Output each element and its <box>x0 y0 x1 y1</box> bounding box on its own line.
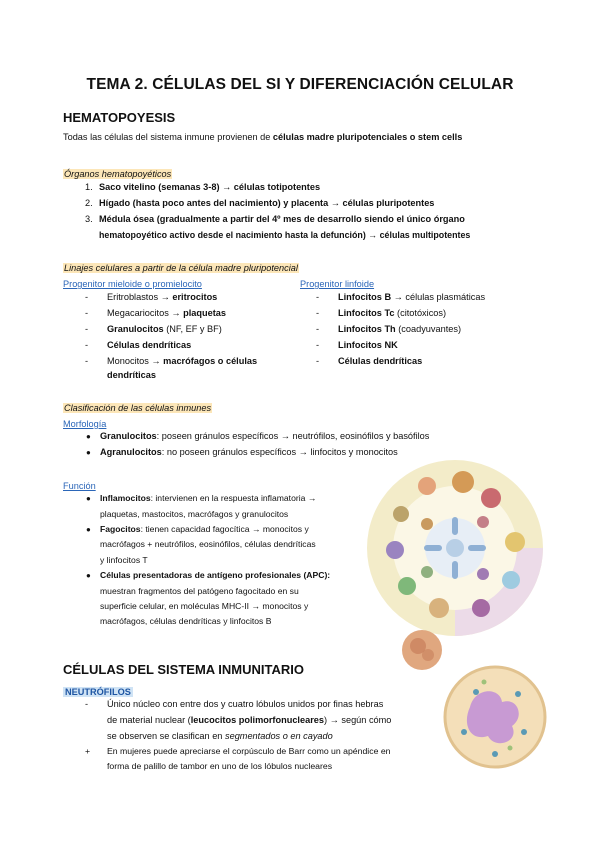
list-item: - Linfocitos B → células plasmáticas <box>316 292 486 302</box>
list-item: - Células dendríticas <box>316 356 423 366</box>
granule <box>515 691 521 697</box>
list-item-continuation: macrófagos + neutrófilos, eosinófilos, células dendríticas <box>100 539 316 549</box>
list-item-continuation: y linfocitos T <box>100 555 148 565</box>
list-item: ● Células presentadoras de antígeno profesionales (APC): <box>86 570 331 580</box>
granule <box>473 689 479 695</box>
list-item-continuation: macrófagos, células dendríticas y linfocitos B <box>100 616 272 626</box>
cell-lineage-diagram <box>365 458 545 638</box>
neutrophil-micrograph <box>400 628 445 673</box>
neutrophil-diagram <box>440 662 550 772</box>
list-item: - Único núcleo con entre dos y cuatro lóbulos unidos por finas hebras <box>85 699 384 709</box>
organos-heading: Órganos hematopoyéticos <box>64 169 172 179</box>
cell-icon <box>421 518 433 530</box>
cell-icon <box>477 568 489 580</box>
list-item: - Linfocitos Th (coadyuvantes) <box>316 324 462 334</box>
cell-icon <box>481 488 501 508</box>
list-item-continuation: hematopoyético activo desde el nacimiento hasta la defunción) → células multipotentes <box>99 230 471 240</box>
list-item: ● Fagocitos: tienen capacidad fagocítica → monocitos y <box>86 524 309 534</box>
list-item: ● Agranulocitos: no poseen gránulos específicos → linfocitos y monocitos <box>86 447 398 457</box>
list-item-continuation: plaquetas, mastocitos, macrófagos y granulocitos <box>100 509 289 519</box>
list-item-continuation: superficie celular, en moléculas MHC-II → monocitos y <box>100 601 309 611</box>
cell-icon <box>393 506 409 522</box>
morfologia-heading: Morfología <box>63 419 107 429</box>
list-item: ● Inflamocitos: intervienen en la respuesta inflamatoria → <box>86 493 317 503</box>
cell-icon <box>398 577 416 595</box>
list-item: - Linfocitos NK <box>316 340 398 350</box>
cell-icon <box>477 516 489 528</box>
list-item: - Megacariocitos → plaquetas <box>85 308 226 318</box>
list-item: - Eritroblastos → eritrocitos <box>85 292 218 302</box>
list-item-continuation: forma de palillo de tambor en uno de los lóbulos nucleares <box>107 761 333 771</box>
cell-icon <box>421 566 433 578</box>
granule <box>461 729 467 735</box>
cell-icon <box>452 471 474 493</box>
section-heading-inmunitario: CÉLULAS DEL SISTEMA INMUNITARIO <box>63 662 304 677</box>
clasificacion-heading: Clasificación de las células inmunes <box>64 403 212 413</box>
cell-icon <box>472 599 490 617</box>
linajes-heading: Linajes celulares a partir de la célula madre pluripotencial <box>64 263 298 273</box>
mieloide-heading: Progenitor mieloide o promielocito <box>63 279 202 289</box>
cell-icon <box>418 477 436 495</box>
list-item: + En mujeres puede apreciarse el corpúsculo de Barr como un apéndice en <box>85 746 391 756</box>
granule <box>521 729 527 735</box>
cell-icon <box>505 532 525 552</box>
list-item-continuation: muestran fragmentos del patógeno fagocitado en su <box>100 586 299 596</box>
funcion-heading: Función <box>63 481 96 491</box>
list-item: 2. Hígado (hasta poco antes del nacimiento) y placenta → células pluripotentes <box>85 198 435 208</box>
list-item: - Células dendríticas <box>85 340 192 350</box>
page-title: TEMA 2. CÉLULAS DEL SI Y DIFERENCIACIÓN CELULAR <box>86 76 514 93</box>
list-item: 3. Médula ósea (gradualmente a partir del 4º mes de desarrollo siendo el único órgano <box>85 214 465 224</box>
cell-icon <box>502 571 520 589</box>
cell-icon <box>386 541 404 559</box>
nucleus <box>422 649 434 661</box>
list-item: ● Granulocitos: poseen gránulos específicos → neutrófilos, eosinófilos y basófilos <box>86 431 430 441</box>
linfoide-heading: Progenitor linfoide <box>300 279 375 289</box>
intro-text: Todas las células del sistema inmune provienen de células madre pluripotenciales o stem cells <box>63 132 463 142</box>
granule <box>482 680 487 685</box>
neutrofilos-heading: NEUTRÓFILOS <box>65 687 131 697</box>
granule <box>492 751 498 757</box>
list-item: - Granulocitos (NF, EF y BF) <box>85 324 222 334</box>
list-item-continuation: dendríticas <box>107 370 157 380</box>
list-item: - Linfocitos Tc (citotóxicos) <box>316 308 447 318</box>
list-item: 1. Saco vitelino (semanas 3-8) → células totipotentes <box>85 182 321 192</box>
stem-cell <box>446 539 464 557</box>
list-item-continuation: se observen se clasifican en segmentados o en cayado <box>107 731 333 741</box>
cell-icon <box>429 598 449 618</box>
section-heading-hematopoyesis: HEMATOPOYESIS <box>63 110 176 125</box>
list-item: - Monocitos → macrófagos o células <box>85 356 258 366</box>
granule <box>508 746 513 751</box>
list-item-continuation: de material nuclear (leucocitos polimorfonucleares) → según cómo <box>107 715 392 725</box>
